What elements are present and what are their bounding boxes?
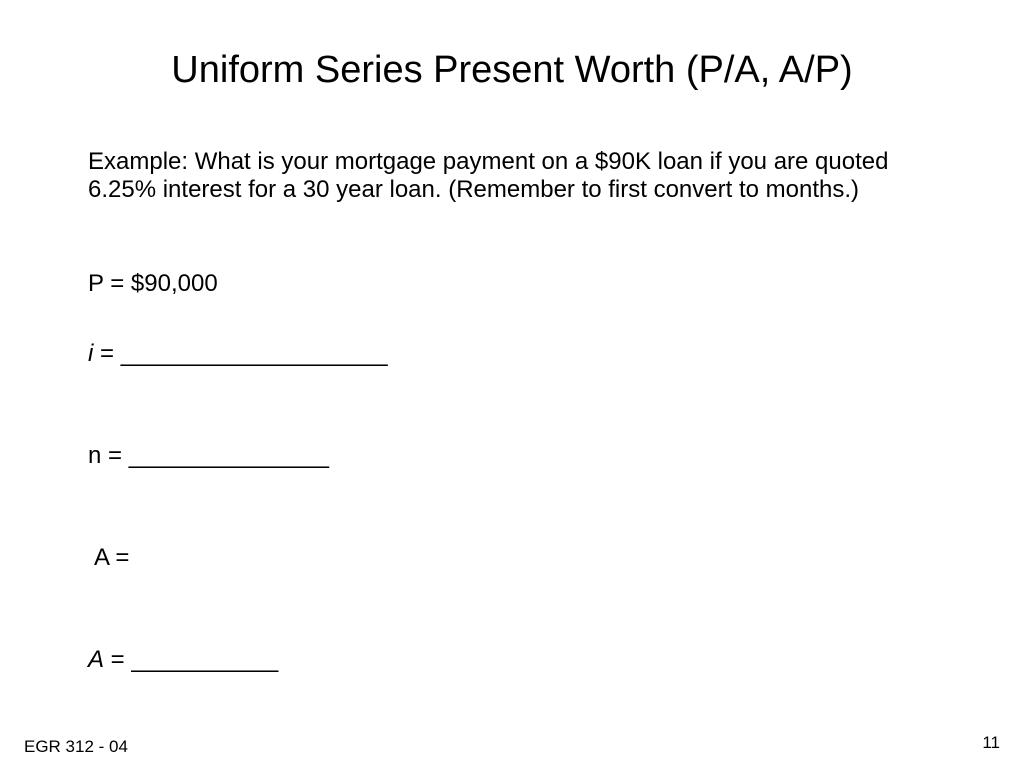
interest-line <box>88 340 388 368</box>
periods-line: n = _______________ <box>88 442 329 469</box>
payment-blank: = ___________ <box>104 646 279 673</box>
course-label: EGR 312 - 04 <box>24 737 128 756</box>
example-question: Example: What is your mortgage payment on a $90K loan if you are quoted 6.25% interest for a 30 year loan. (Remember to first convert to months.) <box>88 148 889 203</box>
page-number: 11 <box>982 733 1000 752</box>
payment-formula-line: A = <box>94 544 130 571</box>
interest-blank: = ____________________ <box>93 340 388 367</box>
interest-variable: i <box>88 340 94 367</box>
principal-line: P = $90,000 <box>88 270 218 297</box>
payment-variable: A <box>88 646 105 673</box>
payment-answer-line <box>88 646 278 674</box>
slide-title: Uniform Series Present Worth (P/A, A/P) <box>171 49 853 91</box>
